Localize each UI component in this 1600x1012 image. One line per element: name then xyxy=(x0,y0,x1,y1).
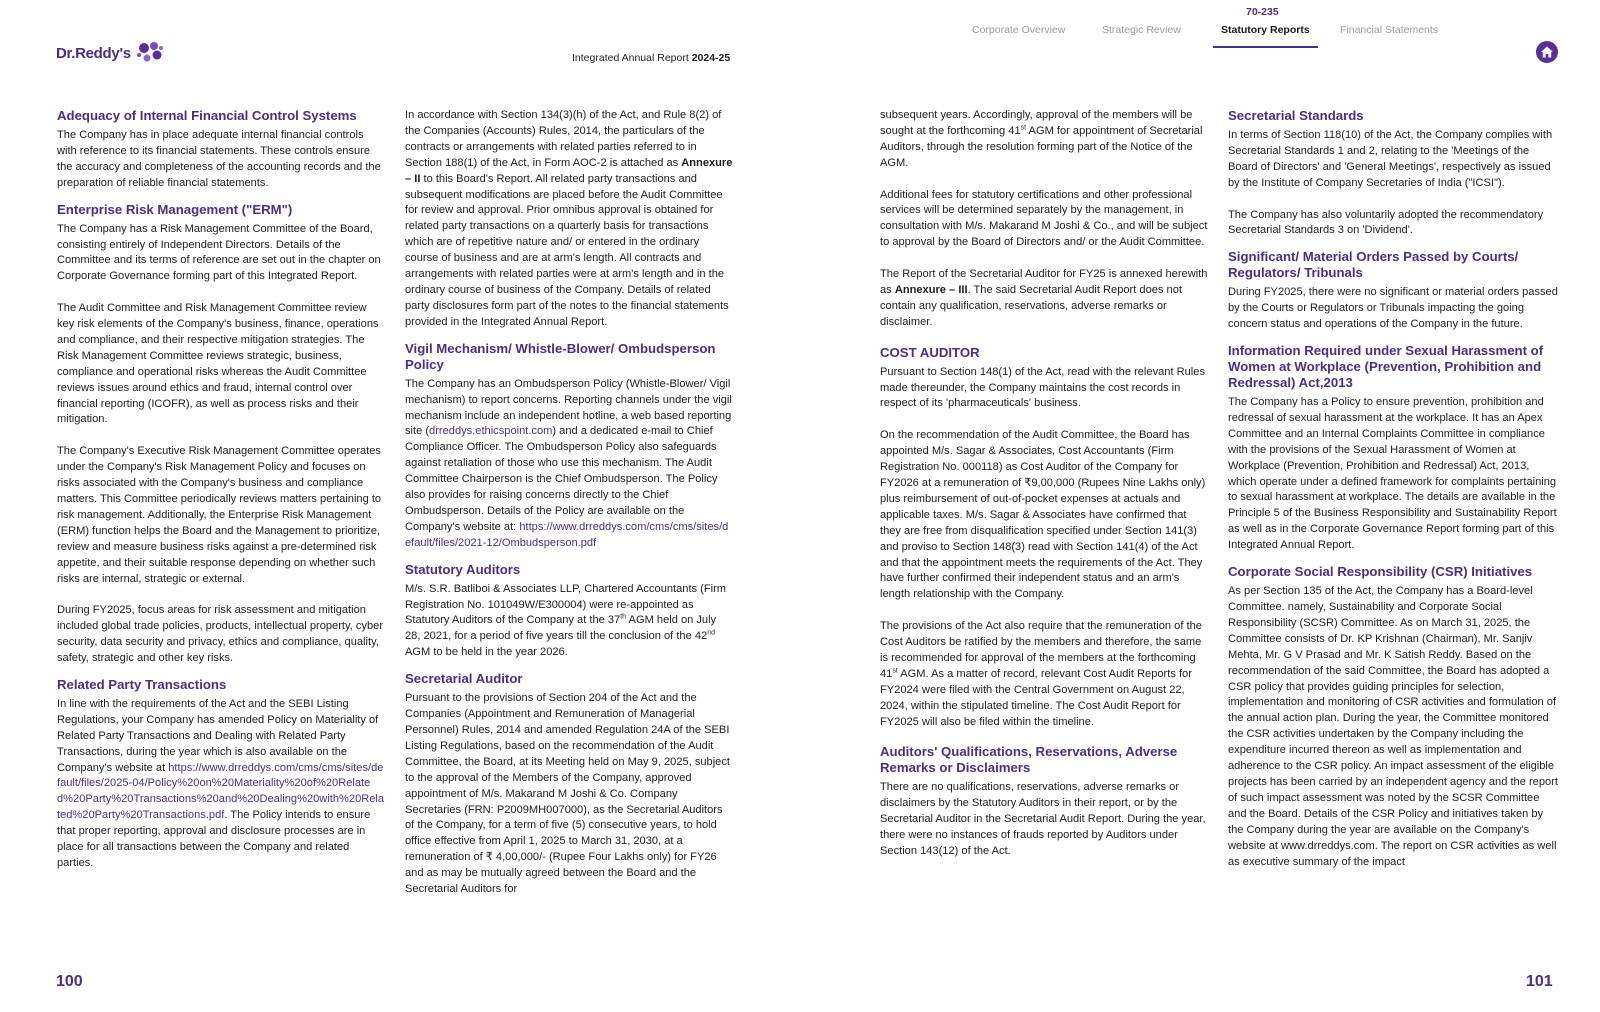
nav-statutory-reports[interactable]: Statutory Reports xyxy=(1221,24,1310,36)
paragraph: subsequent years. Accordingly, approval of the members will be sought at the forthcoming 41st AGM for appointment of Secretarial Auditors, through the resolution forming part of the Notice of the AGM. xyxy=(880,109,1203,169)
paragraph: The Company has in place adequate internal financial controls with reference to its financial statements. These controls ensure the accuracy and completeness of the accounting records and the preparation of reliable financial statements. xyxy=(57,129,381,189)
brand-name: Dr.Reddy's xyxy=(56,44,131,62)
rpt-policy-link[interactable]: https://www.drreddys.com/cms/cms/sites/default/files/2025-04/Policy%20on%20Materiality%20of%20Related%20Party%20Transactions%20and%20Dealing%20with%20Related%20Party%20Transactions.pdf xyxy=(57,761,385,822)
heading-internal-financial-control: Adequacy of Internal Financial Control Systems xyxy=(57,108,357,123)
column-2 xyxy=(405,108,733,898)
paragraph: The Company has a Policy to ensure prevention, prohibition and redressal of sexual harassment at the workplace. It has an Apex Committee and an Internal Complaints Committee in compliance with the provisions of the Sexual Harassment of Women at Workplace (Prevention, Prohibition and Redressal) Act, 2013, which operate under a defined framework for complaints pertaining to sexual harassment at workplace. The details are available in the Principle 5 of the Business Responsibility and Sustainability Report as well as in the Corporate Governance Report forming part of this Integrated Annual Report. xyxy=(1228,396,1557,552)
ethicspoint-link[interactable]: drreddys.ethicspoint.com xyxy=(429,425,553,438)
nav-statutory-page-range: 70-235 xyxy=(1246,6,1279,18)
home-icon xyxy=(1540,45,1554,59)
heading-secretarial-auditor: Secretarial Auditor xyxy=(405,671,523,687)
paragraph: Pursuant to the provisions of Section 204 of the Act and the Companies (Appointment and Remuneration of Managerial Personnel) Rules, 2014 and amended Regulation 24A of the SEBI Listing Regulations, based on the recommendation of the Audit Committee, the Board, at its Meeting held on May 9, 2025, subject to the approval of the Members of the Company, approved appointment of M/s. Makarand M Joshi & Co. Company Secretaries (FRN: P2009MH007000), as the Secretarial Auditors of the Company, for a term of five (5) consecutive years, to hold office effective from April 1, 2025 to March 31, 2030, at a remuneration of ₹ 4,00,000/- (Rupee Four Lakhs only) for FY26 and as may be mutually agreed between the Board and the Secretarial Auditors for xyxy=(405,692,730,896)
heading-enterprise-risk-management: Enterprise Risk Management ("ERM") xyxy=(57,201,293,217)
paragraph: The Company has an Ombudsperson Policy (Whistle-Blower/ Vigil mechanism) to report concerns. Reporting channels under the vigil mechanism include an independent hotline, a web based reporting site (drreddys.ethicspoint.com) and a dedicated e-mail to Chief Compliance Officer. The Ombudsperson Policy also safeguards against retaliation of those who use this mechanism. The Audit Committee Chairperson is the Chief Ombudsperson. The Policy also provides for raising concerns directly to the Chief Ombudsperson. Details of the Policy are available on the Company's website at: https://www.drreddys.com/cms/cms/sites/default/files/2021-12/Ombudsperson.pdf xyxy=(405,377,732,549)
column-1 xyxy=(57,108,385,872)
brand-logo-icon xyxy=(135,40,165,66)
page-header xyxy=(0,0,1600,80)
column-4 xyxy=(1228,108,1558,870)
paragraph: Additional fees for statutory certifications and other professional services will be determined separately by the management, in consultation with M/s. Makarand M Joshi & Co., and will be subject to approval by the Board of Directors and/ or the Audit Committee. xyxy=(880,188,1208,249)
nav-strategic-review[interactable]: Strategic Review xyxy=(1102,24,1181,36)
paragraph: In line with the requirements of the Act and the SEBI Listing Regulations, your Company has amended Policy on Materiality of Related Party Transactions and Dealing with Related Party Transactions, during the year which is also available on the Company's website at https://www.drreddys.com/cms/cms/sites/default/files/2025-04/Policy%20on%20Materiality%20of%20Related%20Party%20Transactions%20and%20Dealing%20with%20Related%20Party%20Transactions.pdf. The Policy intends to ensure that proper reporting, approval and disclosure processes are in place for all transactions between the Company and related parties. xyxy=(57,697,385,870)
page-number-left: 100 xyxy=(56,973,83,990)
heading-sexual-harassment-act: Information Required under Sexual Harassment of Women at Workplace (Prevention, Prohibition and Redressal) Act,2013 xyxy=(1228,343,1544,391)
paragraph: There are no qualifications, reservations, adverse remarks or disclaimers by the Statutory Auditors in their report, or by the Secretarial Auditor in the Secretarial Audit Report. During the year, there were no instances of frauds reported by Auditors under Section 143(12) of the Act. xyxy=(880,781,1206,858)
paragraph: During FY2025, there were no significant or material orders passed by the Courts or Regulators or Tribunals impacting the going concern status and operations of the Company in the future. xyxy=(1228,286,1558,331)
paragraph: The Company has also voluntarily adopted the recommendatory Secretarial Standards 3 on 'Dividend'. xyxy=(1228,208,1544,237)
paragraph: The Report of the Secretarial Auditor for FY25 is annexed herewith as Annexure – III. The said Secretarial Audit Report does not contain any qualification, reservations, adverse remarks or disclaimer. xyxy=(880,268,1208,328)
paragraph: As per Section 135 of the Act, the Company has a Board-level Committee. namely, Sustainability and Corporate Social Responsibility (SCSR) Committee. As on March 31, 2025, the Committee consists of Dr. KP Krishnan (Chairman), Mr. Sanjiv Mehta, Mr. G V Prasad and Mr. K Satish Reddy. Based on the recommendation of the said Committee, the Board has adopted a CSR policy that provides guiding principles for selection, implementation and monitoring of CSR activities and formulation of the annual action plan. During the year, the Committee monitored the CSR activities undertaken by the Company including the expenditure incurred thereon as well as implementation and adherence to the CSR policy. An impact assessment of the eligible projects has been carried by an independent agency and the report of such impact assessment was noted by the SCSR Committee and the Board. Details of the CSR Policy and initiatives taken by the Company during the year are available on the Company's website at www.drreddys.com. The report on CSR activities as well as executive summary of the impact xyxy=(1228,585,1558,868)
paragraph: In terms of Section 118(10) of the Act, the Company complies with Secretarial Standards 1 and 2, relating to the 'Meetings of the Board of Directors' and 'General Meetings', respectively as issued by the Institute of Company Secretaries of India ("ICSI"). xyxy=(1228,129,1553,189)
heading-material-orders: Significant/ Material Orders Passed by Courts/ Regulators/ Tribunals xyxy=(1228,249,1519,281)
report-title: Integrated Annual Report 2024-25 xyxy=(572,52,731,64)
paragraph: During FY2025, focus areas for risk assessment and mitigation included global trade policies, products, intellectual property, cyber security, data security and privacy, ethics and compliance, quality, safety, strategic and other key risks. xyxy=(57,604,384,665)
heading-csr-initiatives: Corporate Social Responsibility (CSR) Initiatives xyxy=(1228,564,1533,580)
home-button[interactable] xyxy=(1536,41,1558,63)
paragraph: The Company's Executive Risk Management Committee operates under the Company's Risk Management Policy and focuses on risks associated with the Company's business and compliance matters. This Committee periodically reviews matters pertaining to risk management. Additionally, the Enterprise Risk Management (ERM) function helps the Board and the Management to prioritize, review and measure business risks against a pre-determined risk appetite, and their suitable response depending on whether such risks are internal, strategic or external. xyxy=(57,445,382,585)
heading-related-party-transactions: Related Party Transactions xyxy=(57,676,227,692)
paragraph: The Audit Committee and Risk Management Committee review key risk elements of the Company's business, finance, operations and compliance, and their respective mitigation strategies. The Risk Management Committee reviews strategic, business, compliance and operational risks whereas the Audit Committee reviews issues around ethics and fraud, internal control over financial reporting (ICOFR), as well as process risks and their mitigation. xyxy=(57,302,379,426)
nav-active-indicator xyxy=(1213,46,1318,48)
paragraph: In accordance with Section 134(3)(h) of the Act, and Rule 8(2) of the Companies (Accounts) Rules, 2014, the particulars of the contracts or arrangements with related parties referred to in Section 188(1) of the Act, in Form AOC-2 is attached as Annexure – II to this Board's Report. All related party transactions and subsequent modifications are placed before the Audit Committee for review and approval. Prior omnibus approval is obtained for related party transactions on a quarterly basis for transactions which are of repetitive nature and/ or entered in the ordinary course of business and are at arm's length. All contracts and arrangements with related parties were at arm's length and in the ordinary course of business of the Company. Details of related party disclosures form part of the notes to the financial statements provided in the Integrated Annual Report. xyxy=(405,109,733,328)
brand-logo[interactable] xyxy=(56,40,165,66)
column-3 xyxy=(880,108,1208,860)
paragraph: M/s. S.R. Batliboi & Associates LLP, Chartered Accountants (Firm Registration No. 101049W/E300004) were re-appointed as Statutory Auditors of the Company at the 37th AGM held on July 28, 2021, for a period of five years till the conclusion of the 42nd AGM to be held in the year 2026. xyxy=(405,582,727,659)
paragraph: Pursuant to Section 148(1) of the Act, read with the relevant Rules made thereunder, the Company maintains the cost records in respect of its 'pharmaceuticals' business. xyxy=(880,365,1205,410)
nav-financial-statements[interactable]: Financial Statements xyxy=(1340,24,1439,36)
heading-secretarial-standards: Secretarial Standards xyxy=(1228,108,1364,123)
page-number-right: 101 xyxy=(1526,973,1553,990)
ombudsperson-policy-link[interactable]: https://www.drreddys.com/cms/cms/sites/default/files/2021-12/Ombudsperson.pdf xyxy=(405,520,729,549)
paragraph: On the recommendation of the Audit Committee, the Board has appointed M/s. Sagar & Associates, Cost Accountants (Firm Registration No. 000118) as Cost Auditor of the Company for FY2026 at a remuneration of ₹9,00,000 (Rupees Nine Lakhs only) plus reimbursement of out-of-pocket expenses at actuals and applicable taxes. M/s. Sagar & Associates have confirmed that they are free from disqualification specified under Section 141(3) and proviso to Section 148(3) read with Section 141(4) of the Act and that the appointment meets the requirements of the Act. They have further confirmed their independent status and an arm's length relationship with the Company. xyxy=(880,429,1206,601)
paragraph: The Company has a Risk Management Committee of the Board, consisting entirely of Independent Directors. Details of the Committee and its terms of reference are set out in the chapter on Corporate Governance forming part of this Integrated Report. xyxy=(57,222,381,283)
heading-statutory-auditors: Statutory Auditors xyxy=(405,561,521,577)
heading-auditors-qualifications: Auditors' Qualifications, Reservations, Adverse Remarks or Disclaimers xyxy=(880,744,1178,776)
heading-vigil-mechanism: Vigil Mechanism/ Whistle-Blower/ Ombudsperson Policy xyxy=(405,340,716,372)
heading-cost-auditor: COST AUDITOR xyxy=(880,344,980,360)
nav-corporate-overview[interactable]: Corporate Overview xyxy=(972,24,1066,36)
paragraph: The provisions of the Act also require that the remuneration of the Cost Auditors be ratified by the members and therefore, the same is recommended for approval of the members at the forthcoming 41st AGM. As a matter of record, relevant Cost Audit Reports for FY2024 were filed with the Central Government on August 22, 2024, within the stipulated timeline. The Cost Audit Report for FY2025 will also be filed within the timeline. xyxy=(880,620,1202,728)
